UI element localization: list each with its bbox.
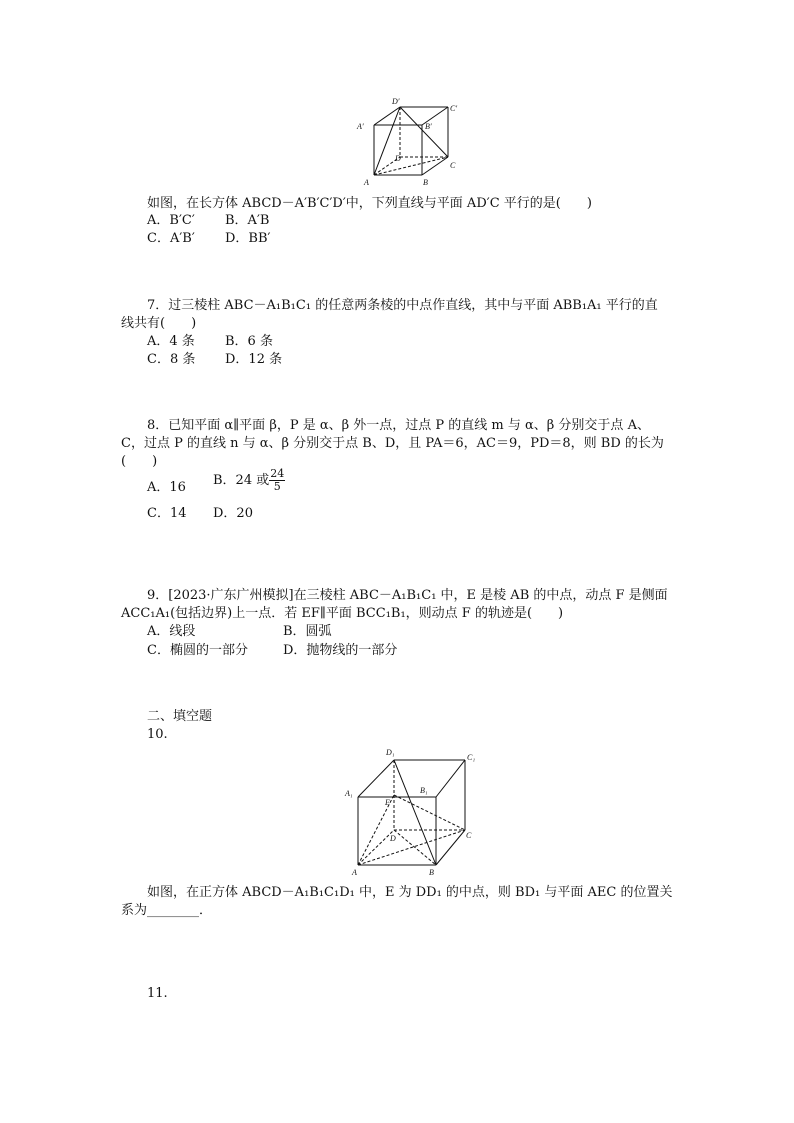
label-D: D — [395, 154, 401, 163]
q10-stem-line1: 如图，在正方体 ABCD－A₁B₁C₁D₁ 中，E 为 DD₁ 的中点，则 BD₁ 与平面 AEC 的位置关 — [147, 885, 673, 900]
q9-stem-line1: 9．[2023·广东广州模拟]在三棱柱 ABC－A₁B₁C₁ 中，E 是棱 AB 的中点，动点 F 是侧面 — [147, 588, 668, 603]
q6-option-d: D．BB′ — [225, 231, 271, 246]
label-C: C — [466, 831, 472, 840]
q9-option-a: A．线段 — [147, 624, 196, 639]
q8-option-a: A．16 — [147, 480, 186, 495]
q10-stem-line2: 系为________． — [121, 903, 213, 918]
q6-option-c: C．A′B′ — [147, 231, 195, 246]
q6-stem: 如图，在长方体 ABCD－A′B′C′D′中，下列直线与平面 AD′C 平行的是( ) — [147, 196, 592, 211]
q7-option-b: B．6 条 — [225, 334, 273, 349]
fraction-numerator: 24 — [270, 467, 285, 480]
q9-option-b: B．圆弧 — [283, 624, 332, 639]
q6-option-a: A．B′C′ — [147, 213, 195, 228]
label-A: A — [364, 178, 369, 187]
q7-option-a: A．4 条 — [147, 334, 195, 349]
q8-option-b-text: B．24 或 — [213, 473, 270, 488]
label-A: A — [352, 868, 357, 877]
label-B: B — [423, 178, 428, 187]
q8-option-d: D．20 — [213, 506, 253, 521]
q10-number: 10. — [147, 727, 168, 742]
label-D1: D₁ — [386, 748, 395, 757]
label-Cp: C′ — [450, 104, 458, 113]
fraction-denominator: 5 — [273, 480, 281, 493]
q8-option-c: C．14 — [147, 506, 187, 521]
label-Ap: A′ — [357, 122, 364, 131]
q7-stem-line1: 7．过三棱柱 ABC－A₁B₁C₁ 的任意两条棱的中点作直线，其中与平面 ABB₁A₁ 平行的直 — [147, 298, 658, 313]
q8-stem-line1: 8．已知平面 α∥平面 β，P 是 α、β 外一点，过点 P 的直线 m 与 α、β 分别交于点 A、 — [147, 418, 650, 433]
q8-option-b — [213, 468, 285, 493]
figure-cube — [340, 743, 485, 878]
label-B: B — [429, 868, 434, 877]
label-C1: C₁ — [467, 753, 476, 762]
q9-stem-line2: ACC₁A₁(包括边界)上一点．若 EF∥平面 BCC₁B₁，则动点 F 的轨迹是( ) — [121, 606, 564, 621]
label-Dp: D′ — [392, 97, 400, 106]
label-E: E — [385, 798, 390, 807]
q9-option-c: C．椭圆的一部分 — [147, 643, 248, 658]
q7-stem-line2: 线共有( ) — [121, 316, 197, 331]
q11-number: 11. — [147, 986, 168, 1001]
section-title: 二、填空题 — [147, 709, 213, 724]
label-C: C — [450, 161, 456, 170]
label-B1: B₁ — [420, 786, 428, 795]
figure-cuboid — [350, 95, 470, 190]
q9-option-d: D．抛物线的一部分 — [283, 643, 398, 658]
q8-stem-line3: ( ) — [121, 454, 158, 469]
q8-option-b-fraction — [269, 468, 285, 493]
label-A1: A₁ — [345, 789, 353, 798]
q7-option-c: C．8 条 — [147, 352, 196, 367]
label-Bp: B′ — [425, 122, 432, 131]
label-D: D — [390, 834, 396, 843]
q7-option-d: D．12 条 — [225, 352, 283, 367]
q6-option-b: B．A′B — [225, 213, 270, 228]
q8-stem-line2: C，过点 P 的直线 n 与 α、β 分别交于点 B、D，且 PA＝6，AC＝9，PD＝8，则 BD 的长为 — [121, 436, 664, 451]
